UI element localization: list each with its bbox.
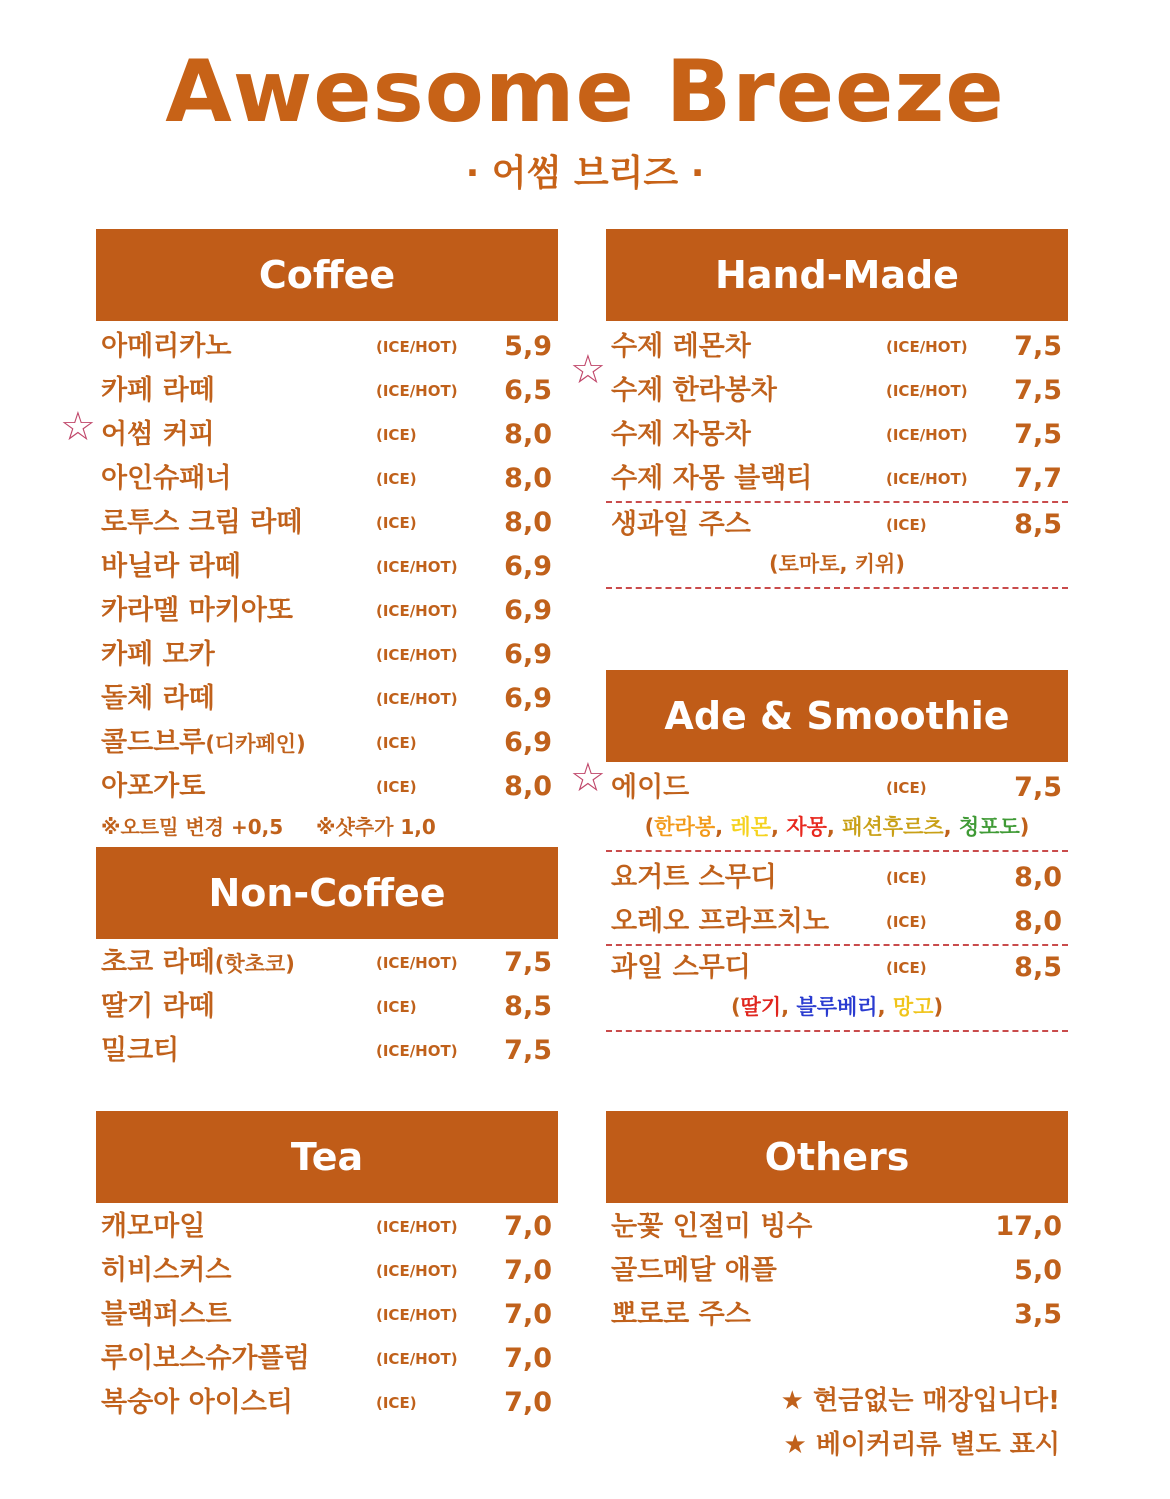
item-name-text: 에이드 <box>611 772 690 803</box>
menu-item <box>96 677 558 721</box>
item-temp: (ICE) <box>886 913 927 931</box>
item-name <box>611 413 751 457</box>
juice-options: (토마토, 키위) <box>769 552 905 576</box>
item-temp: (ICE/HOT) <box>376 646 458 664</box>
flavor-label: 자몽 <box>786 815 827 839</box>
item-temp: (ICE/HOT) <box>886 426 968 444</box>
item-name <box>101 545 241 589</box>
handmade-section <box>606 229 1068 589</box>
item-price: 7,5 <box>504 1035 552 1066</box>
item-name-text: 밀크티 <box>101 1035 180 1066</box>
item-temp: (ICE/HOT) <box>376 1350 458 1368</box>
item-name-text: 과일 스무디 <box>611 952 751 983</box>
store-title: Awesome Breeze <box>165 42 1005 142</box>
others-header: Others <box>606 1111 1068 1203</box>
item-temp: (ICE/HOT) <box>886 382 968 400</box>
separator: , <box>770 815 787 839</box>
menu-item <box>606 900 1068 944</box>
item-name-text: 복숭아 아이스티 <box>101 1387 293 1418</box>
star-icon: ☆ <box>60 404 96 450</box>
item-price: 6,9 <box>504 639 552 670</box>
item-name-text: 뽀로로 주스 <box>611 1299 751 1330</box>
coffee-header: Coffee <box>96 229 558 321</box>
noncoffee-header: Non-Coffee <box>96 847 558 939</box>
item-name-text: 수제 자몽 블랙티 <box>611 463 813 494</box>
item-name <box>611 369 777 413</box>
item-name <box>101 985 215 1029</box>
flavor-label: 망고 <box>892 995 934 1019</box>
item-name <box>611 457 812 501</box>
item-temp: (ICE/HOT) <box>376 382 458 400</box>
item-temp: (ICE) <box>376 1394 417 1412</box>
flavor-label: 블루베리 <box>796 995 878 1019</box>
menu-item <box>606 457 1068 501</box>
item-temp: (ICE) <box>376 734 417 752</box>
item-name <box>101 1337 310 1381</box>
item-name-text: 오레오 프라프치노 <box>611 906 830 937</box>
item-price: 7,0 <box>504 1299 552 1330</box>
separator: , <box>826 815 843 839</box>
flavor-label: 레몬 <box>730 815 771 839</box>
item-price: 7,7 <box>1014 463 1062 494</box>
item-name <box>101 721 306 766</box>
divider <box>606 1030 1068 1032</box>
item-name-text: 콜드브루 <box>101 727 206 758</box>
star-icon: ☆ <box>570 755 606 801</box>
menu-item <box>96 325 558 369</box>
divider <box>606 587 1068 589</box>
item-name <box>101 941 295 986</box>
item-temp: (ICE/HOT) <box>376 338 458 356</box>
smoothie-flavors <box>606 990 1068 1024</box>
menu-item <box>606 766 1068 810</box>
item-name <box>611 900 829 944</box>
paren-close: ) <box>933 995 944 1019</box>
coffee-section <box>96 229 558 845</box>
item-name-text: 초코 라떼 <box>101 947 215 978</box>
item-name <box>611 1293 751 1337</box>
item-name-text: 히비스커스 <box>101 1255 232 1286</box>
item-price: 7,5 <box>1014 331 1062 362</box>
item-name-text: 눈꽃 인절미 빙수 <box>611 1211 813 1242</box>
item-temp: (ICE/HOT) <box>376 1262 458 1280</box>
item-temp: (ICE/HOT) <box>376 954 458 972</box>
item-name-text: 아메리카노 <box>101 331 232 362</box>
item-name <box>101 589 293 633</box>
tea-section <box>96 1111 558 1425</box>
star-icon: ☆ <box>570 347 606 393</box>
item-price: 7,0 <box>504 1211 552 1242</box>
item-price: 7,0 <box>504 1255 552 1286</box>
oatmilk-note: ※오트밀 변경 +0,5 <box>101 815 284 839</box>
item-temp: (ICE/HOT) <box>376 602 458 620</box>
noncoffee-section <box>96 847 558 1073</box>
store-subtitle: · 어썸 브리즈 · <box>465 153 705 194</box>
item-name-text: 수제 자몽차 <box>611 419 751 450</box>
menu-item <box>96 941 558 985</box>
shot-note: ※샷추가 1,0 <box>316 815 436 839</box>
item-name-text: 카페 모카 <box>101 639 215 670</box>
item-temp: (ICE) <box>376 998 417 1016</box>
menu-item <box>606 1205 1068 1249</box>
menu-item <box>96 1381 558 1425</box>
coffee-notes <box>96 809 558 845</box>
ade-header: Ade & Smoothie <box>606 670 1068 762</box>
item-price: 7,0 <box>504 1343 552 1374</box>
item-price: 17,0 <box>995 1211 1062 1242</box>
item-temp: (ICE/HOT) <box>376 558 458 576</box>
item-temp: (ICE/HOT) <box>886 338 968 356</box>
item-temp: (ICE/HOT) <box>376 1218 458 1236</box>
item-name-note: (디카페인) <box>205 732 306 756</box>
menu-item <box>606 325 1068 369</box>
item-price: 6,9 <box>504 683 552 714</box>
item-name <box>101 1381 293 1425</box>
item-temp: (ICE) <box>886 516 927 534</box>
separator: , <box>781 995 797 1019</box>
item-name-text: 생과일 주스 <box>611 509 751 540</box>
menu-item <box>606 856 1068 900</box>
item-name <box>611 766 689 810</box>
item-temp: (ICE) <box>376 778 417 796</box>
menu-item <box>96 1029 558 1073</box>
item-name <box>101 1249 231 1293</box>
menu-item <box>96 1293 558 1337</box>
item-name <box>611 946 751 990</box>
item-name <box>101 677 215 721</box>
paren-open: ( <box>730 995 741 1019</box>
menu-item <box>96 413 558 457</box>
item-price: 5,9 <box>504 331 552 362</box>
flavor-label: 한라봉 <box>654 815 716 839</box>
item-name <box>101 1293 231 1337</box>
ade-section <box>606 670 1068 1032</box>
item-name-text: 돌체 라떼 <box>101 683 215 714</box>
menu-item <box>606 1293 1068 1337</box>
menu-item <box>96 457 558 501</box>
item-temp: (ICE/HOT) <box>886 470 968 488</box>
ade-flavors <box>606 810 1068 844</box>
item-name <box>101 413 215 457</box>
menu-item <box>606 1249 1068 1293</box>
item-price: 6,5 <box>504 375 552 406</box>
item-temp: (ICE/HOT) <box>376 690 458 708</box>
item-temp: (ICE) <box>376 470 417 488</box>
separator: , <box>715 815 731 839</box>
item-name-text: 바닐라 라떼 <box>101 551 241 582</box>
item-name <box>101 501 302 545</box>
paren-close: ) <box>1019 815 1030 839</box>
item-price: 8,5 <box>504 991 552 1022</box>
separator: , <box>877 995 893 1019</box>
item-temp: (ICE) <box>886 959 927 977</box>
menu-item <box>606 413 1068 457</box>
item-price: 7,5 <box>1014 772 1062 803</box>
item-name-note: (핫초코) <box>214 952 295 976</box>
item-name <box>101 369 215 413</box>
others-section <box>606 1111 1068 1337</box>
menu-item <box>96 1205 558 1249</box>
item-name-text: 카페 라떼 <box>101 375 215 406</box>
flavor-label: 딸기 <box>740 995 782 1019</box>
item-price: 8,5 <box>1014 952 1062 983</box>
flavor-label: 패션후르츠 <box>842 815 944 839</box>
menu-item <box>96 633 558 677</box>
paren-open: ( <box>644 815 655 839</box>
menu-item <box>96 721 558 765</box>
item-name <box>611 1205 812 1249</box>
item-name <box>101 325 231 369</box>
menu-item <box>96 545 558 589</box>
item-price: 6,9 <box>504 595 552 626</box>
item-name <box>101 633 215 677</box>
menu-item <box>606 503 1068 547</box>
item-price: 3,5 <box>1014 1299 1062 1330</box>
item-name <box>611 1249 777 1293</box>
item-price: 8,0 <box>504 419 552 450</box>
separator: , <box>943 815 959 839</box>
menu-item <box>606 369 1068 413</box>
item-price: 7,5 <box>504 947 552 978</box>
item-price: 7,5 <box>1014 375 1062 406</box>
item-name-text: 캐모마일 <box>101 1211 206 1242</box>
item-temp: (ICE) <box>376 514 417 532</box>
item-temp: (ICE/HOT) <box>376 1042 458 1060</box>
item-price: 6,9 <box>504 727 552 758</box>
item-name <box>101 1205 205 1249</box>
item-price: 7,0 <box>504 1387 552 1418</box>
item-name-text: 아포가토 <box>101 771 206 802</box>
menu-item <box>96 501 558 545</box>
item-name <box>101 1029 179 1073</box>
item-name-text: 카라멜 마키아또 <box>101 595 293 626</box>
divider <box>606 850 1068 852</box>
menu-item <box>96 1337 558 1381</box>
item-name-text: 어썸 커피 <box>101 419 215 450</box>
item-temp: (ICE) <box>886 779 927 797</box>
item-temp: (ICE) <box>376 426 417 444</box>
item-price: 8,0 <box>1014 862 1062 893</box>
item-name-text: 수제 한라봉차 <box>611 375 777 406</box>
menu-item <box>96 985 558 1029</box>
item-name-text: 아인슈패너 <box>101 463 232 494</box>
cashless-note: ★ 현금없는 매장입니다! <box>780 1386 1060 1416</box>
item-price: 8,0 <box>504 507 552 538</box>
item-temp: (ICE/HOT) <box>376 1306 458 1324</box>
item-price: 8,5 <box>1014 509 1062 540</box>
item-name <box>611 856 777 900</box>
item-price: 6,9 <box>504 551 552 582</box>
item-name-text: 요거트 스무디 <box>611 862 777 893</box>
item-name-text: 로투스 크림 라떼 <box>101 507 303 538</box>
menu-item <box>606 946 1068 990</box>
item-name <box>611 325 751 369</box>
item-price: 8,0 <box>504 463 552 494</box>
item-price: 8,0 <box>1014 906 1062 937</box>
item-name <box>101 765 205 809</box>
item-price: 5,0 <box>1014 1255 1062 1286</box>
menu-item <box>96 765 558 809</box>
menu-item <box>96 1249 558 1293</box>
handmade-header: Hand-Made <box>606 229 1068 321</box>
menu-item <box>96 369 558 413</box>
item-name <box>611 503 751 547</box>
item-name-text: 루이보스슈가플럼 <box>101 1343 310 1374</box>
item-name-text: 블랙퍼스트 <box>101 1299 232 1330</box>
bakery-note: ★ 베이커리류 별도 표시 <box>783 1430 1060 1460</box>
menu-item <box>96 589 558 633</box>
item-name-text: 골드메달 애플 <box>611 1255 777 1286</box>
tea-header: Tea <box>96 1111 558 1203</box>
item-price: 8,0 <box>504 771 552 802</box>
item-name <box>101 457 231 501</box>
item-temp: (ICE) <box>886 869 927 887</box>
item-name-text: 딸기 라떼 <box>101 991 215 1022</box>
flavor-label: 청포도 <box>958 815 1020 839</box>
item-price: 7,5 <box>1014 419 1062 450</box>
item-name-text: 수제 레몬차 <box>611 331 751 362</box>
